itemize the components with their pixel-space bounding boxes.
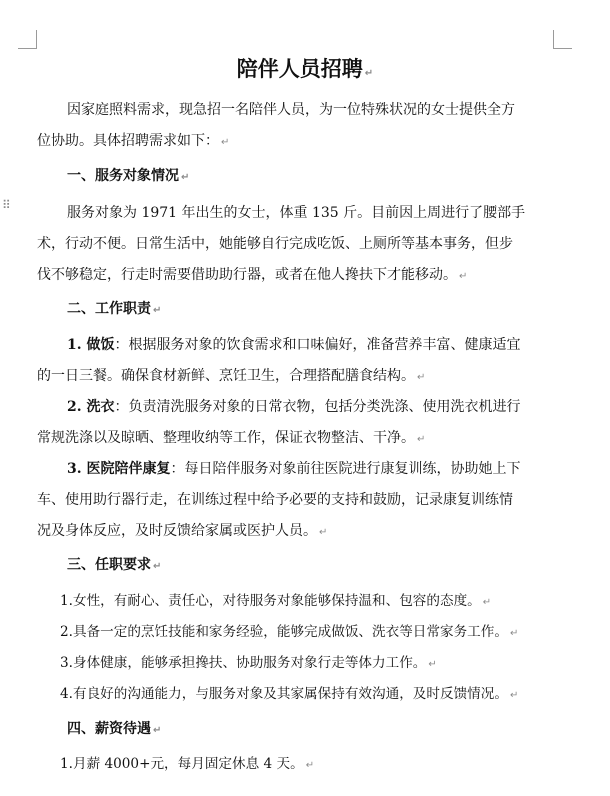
crop-mark-top-left xyxy=(18,30,37,49)
drag-handle-icon[interactable]: ⠿ xyxy=(2,198,10,212)
requirement-item: 3.身体健康，能够承担搀扶、协助服务对象行走等体力工作。 ↵ xyxy=(60,655,437,671)
intro-line: 因家庭照料需求，现急招一名陪伴人员，为一位特殊状况的女士提供全方 xyxy=(67,102,515,118)
requirement-item: 4.有良好的沟通能力，与服务对象及其家属保持有效沟通，及时反馈情况。 ↵ xyxy=(60,686,519,702)
duty-cooking-cont: 的一日三餐。确保食材新鲜、烹饪卫生，合理搭配膳食结构。 ↵ xyxy=(37,368,426,384)
duty-laundry-cont: 常规洗涤以及晾晒、整理收纳等工作，保证衣物整洁、干净。 ↵ xyxy=(37,430,426,446)
section-heading-service-target: 一、服务对象情况 ↵ xyxy=(67,168,190,184)
service-target-paragraph-cont: 术，行动不便。日常生活中，她能够自行完成吃饭、上厕所等基本事务，但步 伐不够稳定，行走时需要借助助行器，或者在他人搀扶下才能移动。 ↵ xyxy=(37,236,513,283)
intro-paragraph-cont xyxy=(37,126,557,158)
page-title: 陪伴人员招聘 ↵ xyxy=(236,56,374,81)
duty-hospital-rehab: 3. 医院陪伴康复：每日陪伴服务对象前往医院进行康复训练，协助她上下 xyxy=(67,461,521,477)
crop-mark-top-right xyxy=(553,30,572,49)
intro-line: 位协助。具体招聘需求如下： ↵ xyxy=(37,133,230,149)
duty-hospital-rehab-cont: 车、使用助行器行走，在训练过程中给予必要的支持和鼓励，记录康复训练情 况及身体反应，及时反馈给家属或医护人员。 ↵ xyxy=(37,492,513,539)
section-heading-duties: 二、工作职责 ↵ xyxy=(67,301,162,317)
service-target-paragraph: 服务对象为 1971 年出生的女士，体重 135 斤。目前因上周进行了腰部手 xyxy=(67,205,526,221)
requirement-item: 1.女性，有耐心、责任心，对待服务对象能够保持温和、包容的态度。 ↵ xyxy=(60,593,492,609)
duty-cooking: 1. 做饭：根据服务对象的饮食需求和口味偏好，准备营养丰富、健康适宜 xyxy=(67,337,521,353)
section-heading-salary: 四、薪资待遇 ↵ xyxy=(67,721,162,737)
section-heading-requirements: 三、任职要求 ↵ xyxy=(67,557,162,573)
requirement-item: 2.具备一定的烹饪技能和家务经验，能够完成做饭、洗衣等日常家务工作。 ↵ xyxy=(60,624,519,640)
duty-laundry: 2. 洗衣：负责清洗服务对象的日常衣物，包括分类洗涤、使用洗衣机进行 xyxy=(67,399,521,415)
intro-paragraph xyxy=(67,95,587,126)
salary-item: 1.月薪 4000+元，每月固定休息 4 天。 ↵ xyxy=(60,756,315,772)
